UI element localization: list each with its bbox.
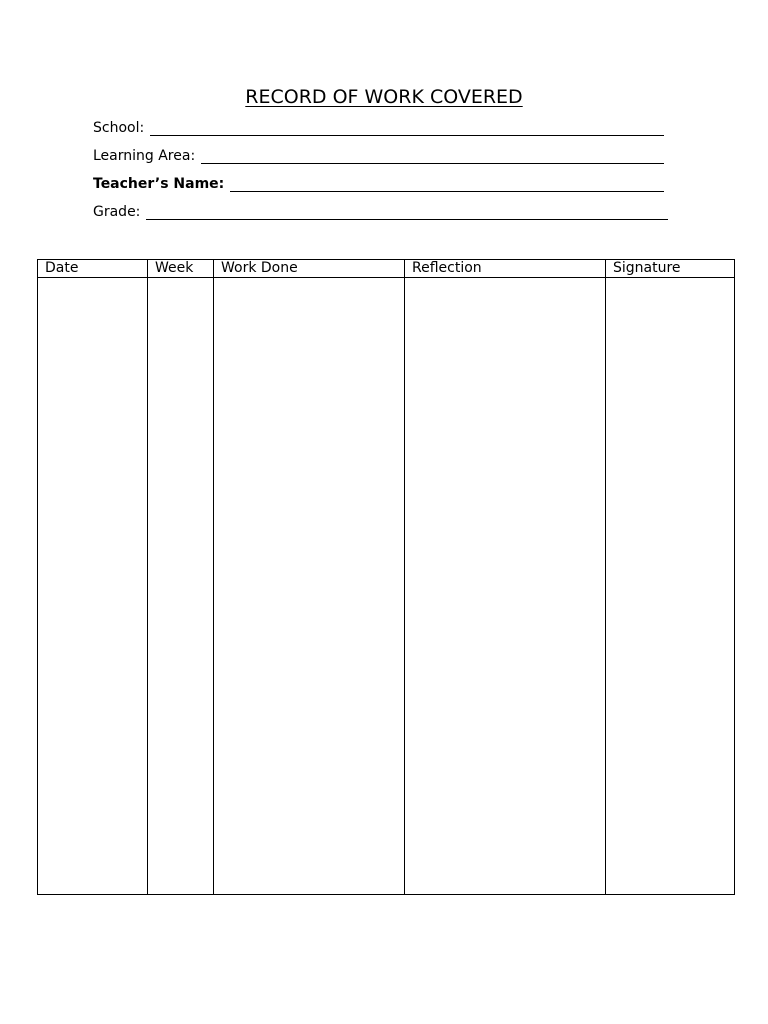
- column-header-reflection: Reflection: [405, 260, 606, 278]
- column-header-work-done: Work Done: [214, 260, 405, 278]
- grade-label: Grade:: [93, 204, 141, 220]
- grade-field: [93, 201, 668, 221]
- column-header-week: Week: [148, 260, 214, 278]
- table-row: [38, 278, 735, 895]
- date-cell[interactable]: [38, 278, 148, 895]
- column-header-date: Date: [38, 260, 148, 278]
- learning-area-input-line[interactable]: [201, 147, 664, 164]
- page-title: RECORD OF WORK COVERED: [245, 86, 523, 108]
- teacher-name-label: Teacher’s Name:: [93, 176, 225, 192]
- school-label: School:: [93, 120, 145, 136]
- learning-area-label: Learning Area:: [93, 148, 196, 164]
- teacher-name-field: [93, 173, 664, 193]
- record-table: [37, 259, 735, 895]
- column-header-signature: Signature: [606, 260, 735, 278]
- grade-input-line[interactable]: [146, 203, 668, 220]
- teacher-name-input-line[interactable]: [230, 175, 664, 192]
- signature-cell[interactable]: [606, 278, 735, 895]
- reflection-cell[interactable]: [405, 278, 606, 895]
- table-header-row: [38, 260, 735, 278]
- week-cell[interactable]: [148, 278, 214, 895]
- work-done-cell[interactable]: [214, 278, 405, 895]
- learning-area-field: [93, 145, 664, 165]
- school-field: [93, 117, 664, 137]
- school-input-line[interactable]: [150, 119, 664, 136]
